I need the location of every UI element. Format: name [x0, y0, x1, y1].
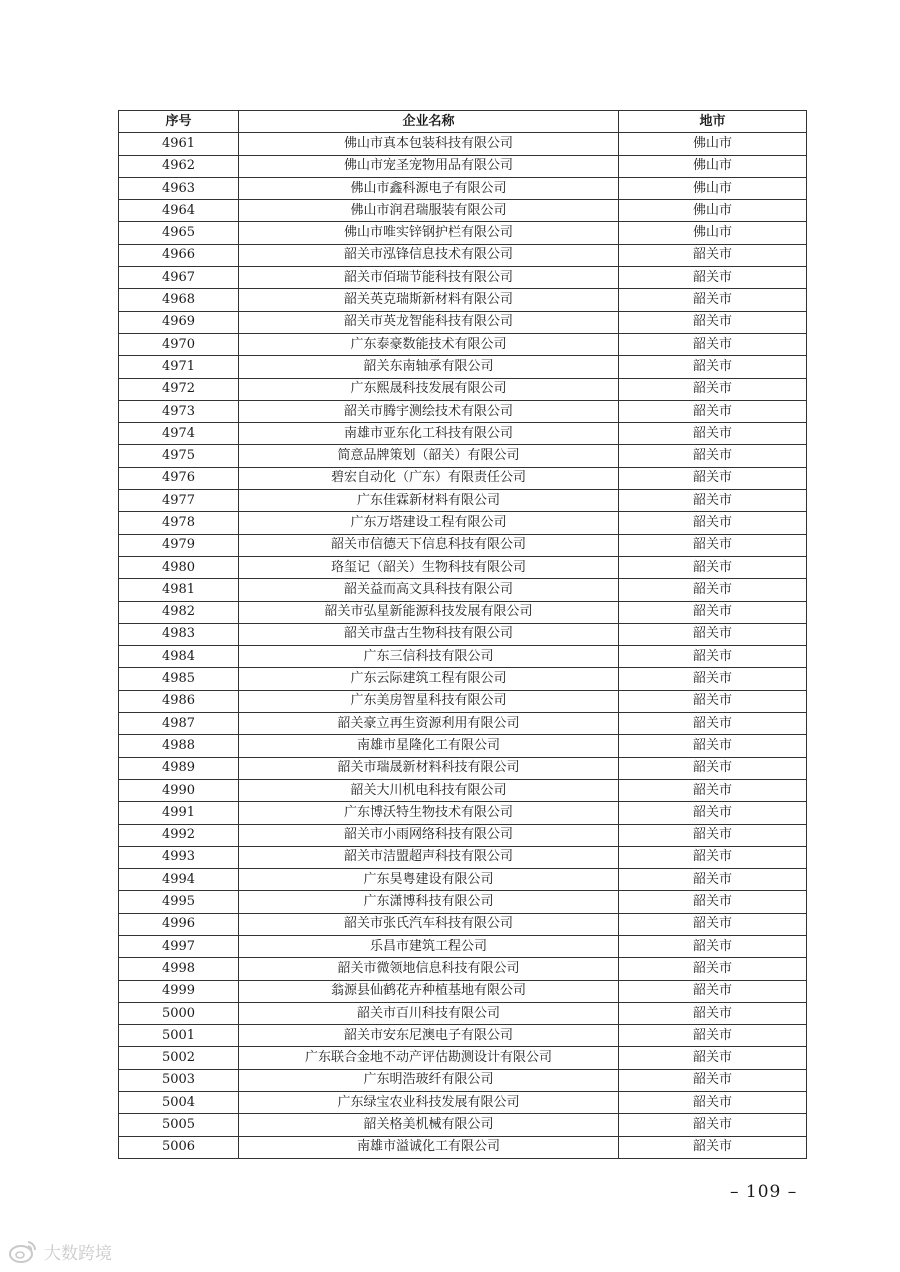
- cell-company-name: 韶关市张氏汽车科技有限公司: [239, 913, 619, 935]
- cell-company-name: 韶关市瑞晟新材料科技有限公司: [239, 757, 619, 779]
- cell-company-name: 韶关市百川科技有限公司: [239, 1002, 619, 1024]
- cell-serial-number: 4995: [119, 891, 239, 913]
- table-row: [119, 1136, 807, 1158]
- cell-company-name: 碧宏自动化（广东）有限责任公司: [239, 467, 619, 489]
- table-row: [119, 891, 807, 913]
- cell-company-name: 广东潇博科技有限公司: [239, 891, 619, 913]
- cell-company-name: 韶关市盘古生物科技有限公司: [239, 623, 619, 645]
- cell-serial-number: 4998: [119, 958, 239, 980]
- cell-serial-number: 5003: [119, 1069, 239, 1091]
- cell-company-name: 韶关市安东尼澳电子有限公司: [239, 1025, 619, 1047]
- cell-company-name: 广东昊粤建设有限公司: [239, 869, 619, 891]
- table-row: [119, 534, 807, 556]
- cell-city: 韶关市: [619, 378, 807, 400]
- cell-city: 韶关市: [619, 1047, 807, 1069]
- table-row: [119, 177, 807, 199]
- cell-company-name: 韶关东南轴承有限公司: [239, 356, 619, 378]
- table-row: [119, 1069, 807, 1091]
- cell-serial-number: 4966: [119, 244, 239, 266]
- cell-company-name: 广东佳霖新材料有限公司: [239, 490, 619, 512]
- table-body: [119, 133, 807, 1159]
- cell-company-name: 韶关市英龙智能科技有限公司: [239, 311, 619, 333]
- cell-serial-number: 4982: [119, 601, 239, 623]
- cell-company-name: 广东明浩玻纤有限公司: [239, 1069, 619, 1091]
- cell-city: 韶关市: [619, 1136, 807, 1158]
- cell-serial-number: 5002: [119, 1047, 239, 1069]
- table-row: [119, 267, 807, 289]
- table-row: [119, 824, 807, 846]
- cell-city: 韶关市: [619, 289, 807, 311]
- cell-city: 韶关市: [619, 913, 807, 935]
- table-row: [119, 668, 807, 690]
- cell-serial-number: 4986: [119, 690, 239, 712]
- cell-city: 韶关市: [619, 757, 807, 779]
- cell-city: 韶关市: [619, 267, 807, 289]
- cell-serial-number: 4972: [119, 378, 239, 400]
- cell-city: 韶关市: [619, 556, 807, 578]
- page-number: – 109 –: [730, 1182, 798, 1202]
- cell-city: 韶关市: [619, 311, 807, 333]
- cell-company-name: 广东三信科技有限公司: [239, 646, 619, 668]
- cell-city: 韶关市: [619, 356, 807, 378]
- cell-serial-number: 5001: [119, 1025, 239, 1047]
- table-row: [119, 646, 807, 668]
- cell-city: 韶关市: [619, 802, 807, 824]
- cell-city: 韶关市: [619, 1002, 807, 1024]
- company-list-table: [118, 110, 807, 1159]
- cell-serial-number: 4985: [119, 668, 239, 690]
- table-row: [119, 958, 807, 980]
- cell-city: 佛山市: [619, 177, 807, 199]
- cell-city: 韶关市: [619, 668, 807, 690]
- table-row: [119, 779, 807, 801]
- cell-city: 韶关市: [619, 735, 807, 757]
- cell-company-name: 广东云际建筑工程有限公司: [239, 668, 619, 690]
- cell-city: 佛山市: [619, 155, 807, 177]
- table-row: [119, 846, 807, 868]
- cell-company-name: 佛山市宠圣宠物用品有限公司: [239, 155, 619, 177]
- cell-company-name: 韶关市信德天下信息科技有限公司: [239, 534, 619, 556]
- table-row: [119, 913, 807, 935]
- cell-serial-number: 4971: [119, 356, 239, 378]
- cell-serial-number: 4962: [119, 155, 239, 177]
- table-row: [119, 735, 807, 757]
- cell-company-name: 广东绿宝农业科技发展有限公司: [239, 1092, 619, 1114]
- table-row: [119, 1114, 807, 1136]
- cell-company-name: 韶关市泓锋信息技术有限公司: [239, 244, 619, 266]
- table-row: [119, 713, 807, 735]
- cell-city: 韶关市: [619, 490, 807, 512]
- table-row: [119, 623, 807, 645]
- cell-serial-number: 4979: [119, 534, 239, 556]
- cell-serial-number: 4987: [119, 713, 239, 735]
- table-row: [119, 1025, 807, 1047]
- cell-serial-number: 4983: [119, 623, 239, 645]
- cell-company-name: 广东泰豪数能技术有限公司: [239, 333, 619, 355]
- cell-city: 韶关市: [619, 445, 807, 467]
- cell-company-name: 韶关市洁盟超声科技有限公司: [239, 846, 619, 868]
- table-row: [119, 1092, 807, 1114]
- cell-serial-number: 4963: [119, 177, 239, 199]
- watermark: [8, 1238, 112, 1264]
- cell-city: 韶关市: [619, 1069, 807, 1091]
- cell-company-name: 广东熙晟科技发展有限公司: [239, 378, 619, 400]
- cell-serial-number: 4977: [119, 490, 239, 512]
- cell-city: 韶关市: [619, 869, 807, 891]
- table-row: [119, 690, 807, 712]
- cell-serial-number: 4969: [119, 311, 239, 333]
- cell-company-name: 南雄市星隆化工有限公司: [239, 735, 619, 757]
- table-row: [119, 512, 807, 534]
- cell-company-name: 广东联合金地不动产评估勘测设计有限公司: [239, 1047, 619, 1069]
- cell-serial-number: 4997: [119, 935, 239, 957]
- table-row: [119, 200, 807, 222]
- cell-company-name: 南雄市溢诚化工有限公司: [239, 1136, 619, 1158]
- cell-serial-number: 4973: [119, 400, 239, 422]
- table-row: [119, 222, 807, 244]
- cell-company-name: 佛山市鑫科源电子有限公司: [239, 177, 619, 199]
- table-row: [119, 333, 807, 355]
- cell-company-name: 韶关市微领地信息科技有限公司: [239, 958, 619, 980]
- cell-serial-number: 4965: [119, 222, 239, 244]
- header-city: 地市: [619, 111, 807, 133]
- table-row: [119, 935, 807, 957]
- cell-company-name: 广东美房智星科技有限公司: [239, 690, 619, 712]
- cell-city: 韶关市: [619, 891, 807, 913]
- cell-city: 韶关市: [619, 846, 807, 868]
- cell-city: 韶关市: [619, 623, 807, 645]
- cell-city: 韶关市: [619, 1025, 807, 1047]
- header-serial-number: 序号: [119, 111, 239, 133]
- cell-city: 韶关市: [619, 980, 807, 1002]
- cell-company-name: 韶关市佰瑞节能科技有限公司: [239, 267, 619, 289]
- cell-company-name: 韶关市腾宇测绘技术有限公司: [239, 400, 619, 422]
- cell-serial-number: 4976: [119, 467, 239, 489]
- cell-serial-number: 4994: [119, 869, 239, 891]
- cell-serial-number: 4990: [119, 779, 239, 801]
- cell-city: 韶关市: [619, 824, 807, 846]
- cell-company-name: 韶关豪立再生资源利用有限公司: [239, 713, 619, 735]
- table-row: [119, 423, 807, 445]
- cell-serial-number: 4967: [119, 267, 239, 289]
- cell-city: 韶关市: [619, 244, 807, 266]
- table-row: [119, 601, 807, 623]
- cell-city: 韶关市: [619, 512, 807, 534]
- cell-company-name: 南雄市亚东化工科技有限公司: [239, 423, 619, 445]
- cell-city: 韶关市: [619, 779, 807, 801]
- cell-serial-number: 5000: [119, 1002, 239, 1024]
- cell-city: 韶关市: [619, 646, 807, 668]
- cell-serial-number: 4993: [119, 846, 239, 868]
- cell-city: 韶关市: [619, 1092, 807, 1114]
- cell-city: 韶关市: [619, 601, 807, 623]
- cell-city: 韶关市: [619, 333, 807, 355]
- cell-city: 韶关市: [619, 713, 807, 735]
- cell-company-name: 韶关大川机电科技有限公司: [239, 779, 619, 801]
- cell-serial-number: 4988: [119, 735, 239, 757]
- cell-city: 佛山市: [619, 200, 807, 222]
- table-row: [119, 579, 807, 601]
- table-header-row: [119, 111, 807, 133]
- cell-company-name: 韶关格美机械有限公司: [239, 1114, 619, 1136]
- cell-city: 韶关市: [619, 1114, 807, 1136]
- table-row: [119, 980, 807, 1002]
- cell-company-name: 佛山市真本包装科技有限公司: [239, 133, 619, 155]
- cell-city: 佛山市: [619, 222, 807, 244]
- cell-city: 佛山市: [619, 133, 807, 155]
- cell-company-name: 佛山市润君瑞服装有限公司: [239, 200, 619, 222]
- table-row: [119, 244, 807, 266]
- cell-city: 韶关市: [619, 534, 807, 556]
- table-row: [119, 556, 807, 578]
- cell-company-name: 乐昌市建筑工程公司: [239, 935, 619, 957]
- cell-company-name: 佛山市唯实锌钢护栏有限公司: [239, 222, 619, 244]
- cell-serial-number: 5004: [119, 1092, 239, 1114]
- cell-company-name: 韶关市小雨网络科技有限公司: [239, 824, 619, 846]
- table-row: [119, 378, 807, 400]
- table-row: [119, 802, 807, 824]
- cell-company-name: 韶关益而高文具科技有限公司: [239, 579, 619, 601]
- table-row: [119, 467, 807, 489]
- table-row: [119, 1002, 807, 1024]
- cell-company-name: 广东博沃特生物技术有限公司: [239, 802, 619, 824]
- cell-serial-number: 4978: [119, 512, 239, 534]
- cell-company-name: 简意品牌策划（韶关）有限公司: [239, 445, 619, 467]
- cell-serial-number: 4984: [119, 646, 239, 668]
- cell-city: 韶关市: [619, 579, 807, 601]
- table-row: [119, 1047, 807, 1069]
- table-row: [119, 311, 807, 333]
- cell-serial-number: 4996: [119, 913, 239, 935]
- cell-serial-number: 4991: [119, 802, 239, 824]
- cell-company-name: 韶关市弘星新能源科技发展有限公司: [239, 601, 619, 623]
- cell-serial-number: 4961: [119, 133, 239, 155]
- header-company-name: 企业名称: [239, 111, 619, 133]
- cell-city: 韶关市: [619, 935, 807, 957]
- table-row: [119, 356, 807, 378]
- cell-city: 韶关市: [619, 690, 807, 712]
- cell-city: 韶关市: [619, 423, 807, 445]
- cell-company-name: 翁源县仙鹤花卉种植基地有限公司: [239, 980, 619, 1002]
- cell-serial-number: 4964: [119, 200, 239, 222]
- cell-serial-number: 4970: [119, 333, 239, 355]
- cell-serial-number: 4968: [119, 289, 239, 311]
- table-row: [119, 445, 807, 467]
- cell-city: 韶关市: [619, 467, 807, 489]
- table-row: [119, 869, 807, 891]
- table-row: [119, 757, 807, 779]
- cell-company-name: 韶关英克瑞斯新材料有限公司: [239, 289, 619, 311]
- cell-serial-number: 4980: [119, 556, 239, 578]
- cell-serial-number: 4974: [119, 423, 239, 445]
- cell-serial-number: 5005: [119, 1114, 239, 1136]
- cell-company-name: 广东万塔建设工程有限公司: [239, 512, 619, 534]
- table-row: [119, 155, 807, 177]
- cell-city: 韶关市: [619, 400, 807, 422]
- cell-serial-number: 5006: [119, 1136, 239, 1158]
- cell-serial-number: 4975: [119, 445, 239, 467]
- table-row: [119, 490, 807, 512]
- weibo-logo-icon: [8, 1238, 38, 1264]
- cell-serial-number: 4981: [119, 579, 239, 601]
- watermark-text: 大数跨境: [44, 1243, 112, 1264]
- cell-serial-number: 4989: [119, 757, 239, 779]
- company-list-table-container: [118, 110, 806, 1159]
- cell-city: 韶关市: [619, 958, 807, 980]
- cell-company-name: 珞玺记（韶关）生物科技有限公司: [239, 556, 619, 578]
- cell-serial-number: 4999: [119, 980, 239, 1002]
- table-row: [119, 400, 807, 422]
- table-row: [119, 133, 807, 155]
- table-row: [119, 289, 807, 311]
- cell-serial-number: 4992: [119, 824, 239, 846]
